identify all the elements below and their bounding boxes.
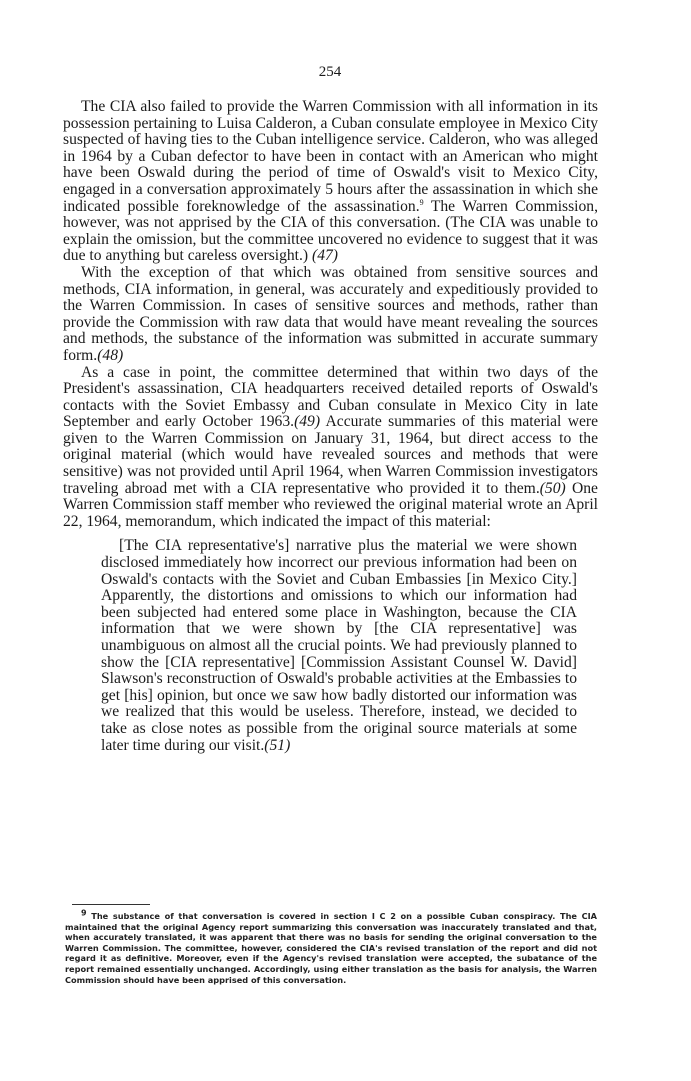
paragraph-sensitive-sources	[63, 265, 598, 365]
footnote-marker: 9	[81, 908, 87, 918]
paragraph-text: The CIA also failed to provide the Warren Commission with all information in its possession pertaining to Luisa Calderon, a Cuban consulate employee in Mexico City suspected of having ties to the Cuban intelligence service. Calderon, who was alleged in 1964 by a Cuban defector to have been in contact with an American who might have been Oswald during the period of time of Oswald's visit to Mexico City, engaged in a conversation approximately 5 hours after the assassination in which she indicated possible foreknowledge of the assassination.	[63, 98, 598, 215]
paragraph-text: The Warren Commission, however, was not apprised by the CIA of this conversation. (The CIA was unable to explain the omission, but the committee uncovered no evidence to suggest that it was due to anything but careless oversight.)	[63, 197, 598, 265]
paragraph-case-in-point	[63, 365, 598, 531]
citation: (48)	[97, 346, 124, 364]
quote-text: [The CIA representative's] narrative plus the material we were shown disclosed immediately how incorrect our previous information had been on Oswald's contacts with the Soviet and Cuban Embassies [in Mexico City.] Apparently, the distortions and omissions to which our information had been subjected had entered some place in Washington, because the CIA information that we were shown by [the CIA representative] was unambiguous on almost all the crucial points. We had previously planned to show the [CIA representative] [Commission Assistant Counsel W. David] Slawson's reconstruction of Oswald's probable activities at the Embassies to get [his] opinion, but once we saw how badly distorted our information was we realized that this would be useless. Therefore, instead, we decided to take as close notes as possible from the original source materials at some later time during our visit.	[101, 537, 577, 754]
page-number: 254	[318, 64, 342, 80]
paragraph-text: With the exception of that which was obtained from sensitive sources and methods, CIA information, in general, was accurately and expeditiously provided to the Warren Commission. In cases of sensitive sources and methods, rather than provide the Commission with raw data that would have meant revealing the sources and methods, the substance of the information was submitted in accurate summary form.	[63, 263, 598, 364]
body-text	[63, 99, 598, 754]
citation: (51)	[264, 736, 291, 754]
footnote-divider	[72, 904, 150, 905]
paragraph-text: As a case in point, the committee determined that within two days of the President's assassination, CIA headquarters received detailed reports of Oswald's contacts with the Soviet Embassy and Cuban consulate in Mexico City in late September and early October 1963.	[63, 363, 598, 431]
citation: (47)	[312, 247, 338, 265]
block-quote	[101, 538, 577, 754]
footnote-marker[interactable]: 9	[419, 197, 424, 207]
footnote	[65, 908, 597, 985]
footnote-text: The substance of that conversation is covered in section I C 2 on a possible Cuban conspiracy. The CIA maintained that the original Agency report summarizing this conversation was inaccurately translated and that, when accurately translated, it was apparent that there was no basis for sending the original conversation to the Warren Commission. The committee, however, considered the CIA's revised translation of the report and did not regard it as definitive. Moreover, even if the Agency's revised translation were accepted, the subatance of the report remained essentially unchanged. Accordingly, using either translation as the basis for analysis, the Warren Commission should have been apprised of this conversation.	[65, 911, 597, 985]
paragraph-text: One Warren Commission staff member who reviewed the original material wrote an April 22, 1964, memorandum, which indicated the impact of this material:	[63, 479, 598, 530]
paragraph-calderon	[63, 99, 598, 265]
citation: (50)	[539, 479, 566, 497]
citation: (49)	[294, 413, 321, 431]
paragraph-text: Accurate summaries of this material were given to the Warren Commission on January 31, 1964, but direct access to the original material (which would have revealed sources and methods that were sensitive) was not provided until April 1964, when Warren Commission investigators traveling abroad met with a CIA representative who provided it to them.	[63, 413, 598, 497]
